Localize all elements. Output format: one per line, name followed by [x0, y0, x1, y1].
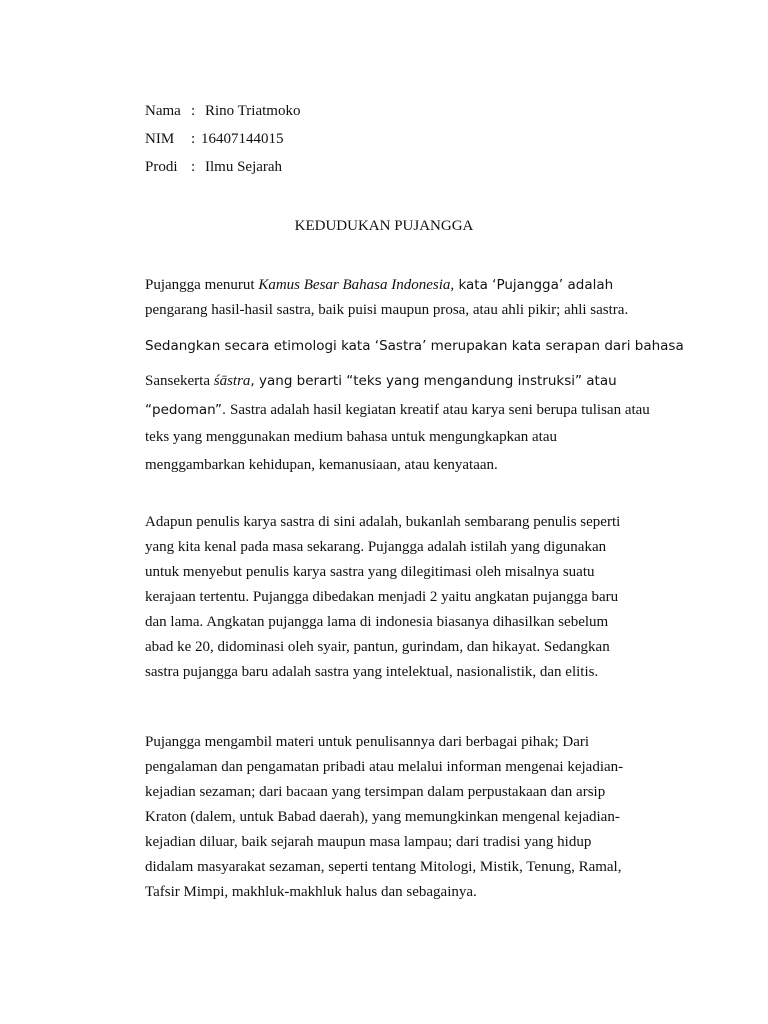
p1-l3: Sedangkan secara etimologi kata ‘Sastra’ merupakan kata serapan dari bahasa: [145, 338, 684, 354]
p1-line-1: [145, 276, 613, 294]
p1-l5-b: Sastra adalah hasil kegiatan kreatif atau karya seni berupa tulisan atau: [226, 402, 650, 418]
p1-l1-a: Pujangga menurut: [145, 277, 259, 293]
p1-line-5: [145, 401, 650, 419]
nim-label: NIM: [145, 131, 175, 147]
p1-line-6: teks yang menggunakan medium bahasa untuk mengungkapkan atau: [145, 429, 557, 445]
p1-l4-a: Sansekerta: [145, 373, 214, 389]
p1-l4-c: , yang berarti “teks yang mengandung instruksi” atau: [250, 373, 617, 389]
p1-l4-italic: śāstra: [213, 373, 251, 389]
p2-line: dan lama. Angkatan pujangga lama di indonesia biasanya dihasilkan sebelum: [145, 614, 609, 630]
prodi-value: Ilmu Sejarah: [205, 159, 283, 175]
document-title: KEDUDUKAN PUJANGGA: [294, 218, 474, 234]
p2-line: untuk menyebut penulis karya sastra yang dilegitimasi oleh misalnya suatu: [145, 564, 595, 580]
p2-line: sastra pujangga baru adalah sastra yang intelektual, nasionalistik, dan elitis.: [145, 664, 599, 680]
prodi-sep: :: [191, 159, 196, 175]
header-prodi: [145, 158, 282, 176]
p2-line: yang kita kenal pada masa sekarang. Pujangga adalah istilah yang digunakan: [145, 539, 607, 555]
p3-line: Pujangga mengambil materi untuk penulisannya dari berbagai pihak; Dari: [145, 734, 590, 750]
p1-line-4: [145, 372, 617, 390]
nama-sep: :: [191, 103, 196, 119]
p1-l5-a: “pedoman”.: [145, 402, 227, 418]
nama-label: Nama: [145, 103, 181, 119]
p3-line: kejadian sezaman; dari bacaan yang tersimpan dalam perpustakaan dan arsip: [145, 784, 606, 800]
p2-line: abad ke 20, didominasi oleh syair, pantun, gurindam, dan hikayat. Sedangkan: [145, 639, 610, 655]
p1-line-2: pengarang hasil-hasil sastra, baik puisi maupun prosa, atau ahli pikir; ahli sastra.: [145, 302, 629, 318]
p3-line: didalam masyarakat sezaman, seperti tentang Mitologi, Mistik, Tenung, Ramal,: [145, 859, 622, 875]
p2-line: kerajaan tertentu. Pujangga dibedakan menjadi 2 yaitu angkatan pujangga baru: [145, 589, 619, 605]
p1-l1-c: kata ‘Pujangga’ adalah: [454, 277, 614, 293]
nim-value: 16407144015: [201, 131, 284, 147]
p3-line: pengalaman dan pengamatan pribadi atau melalui informan mengenai kejadian-: [145, 759, 624, 775]
header-nama: [145, 102, 300, 120]
p1-line-7: menggambarkan kehidupan, kemanusiaan, atau kenyataan.: [145, 457, 498, 473]
prodi-label: Prodi: [145, 159, 178, 175]
p3-line: kejadian diluar, baik sejarah maupun masa lampau; dari tradisi yang hidup: [145, 834, 592, 850]
p2-line: Adapun penulis karya sastra di sini adalah, bukanlah sembarang penulis seperti: [145, 514, 621, 530]
nim-sep: :: [191, 131, 196, 147]
header-nim: [145, 130, 284, 148]
nama-value: Rino Triatmoko: [205, 103, 301, 119]
p3-line: Tafsir Mimpi, makhluk-makhluk halus dan sebagainya.: [145, 884, 477, 900]
p1-line-3: [145, 337, 684, 355]
p3-line: Kraton (dalem, untuk Babad daerah), yang memungkinkan mengenal kejadian-: [145, 809, 620, 825]
p1-l1-italic: Kamus Besar Bahasa Indonesia,: [258, 277, 455, 293]
